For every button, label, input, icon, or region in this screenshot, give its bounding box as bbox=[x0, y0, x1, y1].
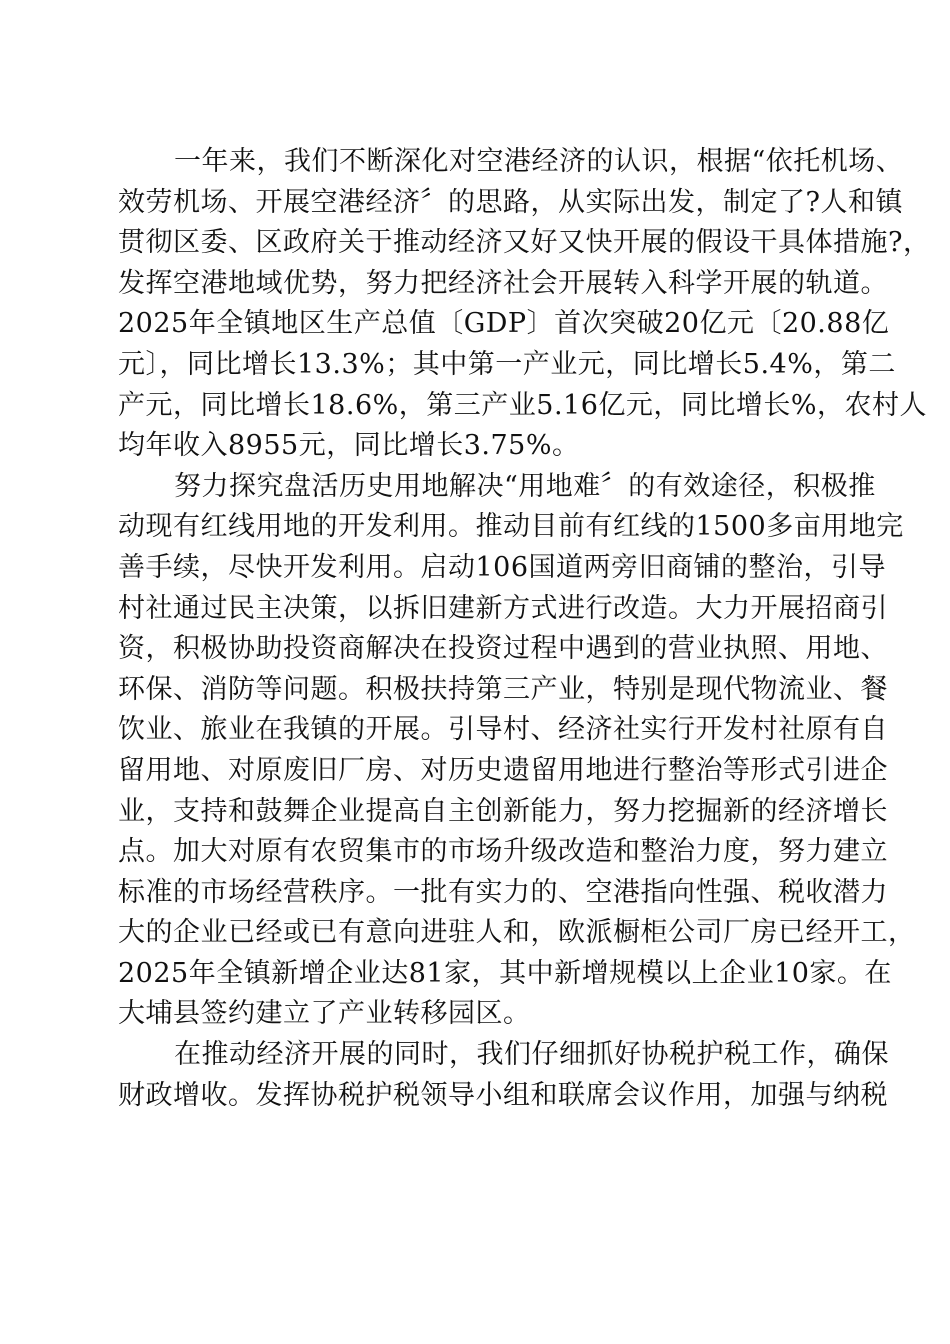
text-line: 发挥空港地域优势，努力把经济社会开展转入科学开展的轨道。 bbox=[118, 267, 888, 299]
text-line: 产元，同比增长18.6%，第三产业5.16亿元，同比增长%，农村人 bbox=[118, 389, 928, 421]
text-line: 善手续，尽快开发利用。启动106国道两旁旧商铺的整治，引导 bbox=[118, 551, 887, 583]
text-line: 点。加大对原有农贸集市的市场升级改造和整治力度，努力建立 bbox=[118, 836, 888, 868]
text-line: 村社通过民主决策，以拆旧建新方式进行改造。大力开展招商引 bbox=[118, 592, 888, 624]
text-line: 留用地、对原废旧厂房、对历史遗留用地进行整治等形式引进企 bbox=[118, 754, 888, 786]
text-line: 努力探究盘活历史用地解决“用地难〞的有效途径，积极推 bbox=[174, 470, 876, 502]
text-line: 资，积极协助投资商解决在投资过程中遇到的营业执照、用地、 bbox=[118, 633, 888, 665]
paragraph-1 bbox=[118, 142, 931, 467]
text-line: 动现有红线用地的开发利用。推动目前有红线的1500多亩用地完 bbox=[118, 511, 904, 543]
text-line: 环保、消防等问题。积极扶持第三产业，特别是现代物流业、餐 bbox=[118, 673, 888, 705]
text-line: 在推动经济开展的同时，我们仔细抓好协税护税工作，确保 bbox=[174, 1039, 889, 1071]
text-line: 贯彻区委、区政府关于推动经济又好又快开展的假设干具体措施?， bbox=[118, 227, 931, 259]
text-line: 均年收入8955元，同比增长3.75%。 bbox=[118, 430, 580, 462]
text-line: 2025年全镇新增企业达81家，其中新增规模以上企业10家。在 bbox=[118, 957, 892, 989]
text-line: 大埔县签约建立了产业转移园区。 bbox=[118, 998, 531, 1030]
text-line: 饮业、旅业在我镇的开展。引导村、经济社实行开发村社原有自 bbox=[118, 714, 888, 746]
text-line: 大的企业已经或已有意向进驻人和，欧派橱柜公司厂房已经开工， bbox=[118, 917, 916, 949]
paragraph-2 bbox=[118, 467, 916, 1035]
text-line: 一年来，我们不断深化对空港经济的认识，根据“依托机场、 bbox=[174, 146, 904, 177]
paragraph-3 bbox=[118, 1035, 889, 1116]
text-line: 财政增收。发挥协税护税领导小组和联席会议作用，加强与纳税 bbox=[118, 1079, 888, 1111]
text-line: 业，支持和鼓舞企业提高自主创新能力，努力挖掘新的经济增长 bbox=[118, 795, 888, 827]
document-body bbox=[118, 142, 931, 1116]
text-line: 2025年全镇地区生产总值〔GDP〕首次突破20亿元〔20.88亿 bbox=[118, 308, 890, 340]
text-line: 效劳机场、开展空港经济〞的思路，从实际出发，制定了?人和镇 bbox=[118, 186, 903, 218]
text-line: 元〕，同比增长13.3%；其中第一产业元，同比增长5.4%，第二 bbox=[118, 348, 896, 380]
text-line: 标准的市场经营秩序。一批有实力的、空港指向性强、税收潜力 bbox=[118, 876, 888, 908]
